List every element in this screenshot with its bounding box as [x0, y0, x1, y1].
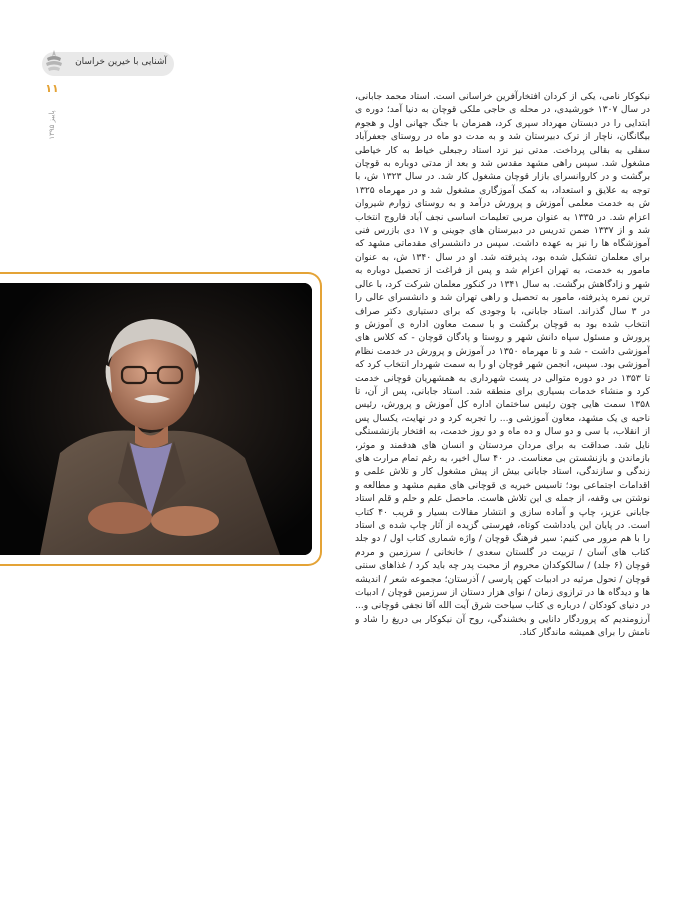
- portrait-photo: [0, 283, 312, 555]
- portrait-illustration: [0, 283, 312, 555]
- magazine-logo-icon: [43, 48, 65, 76]
- article-body: نیکوکار نامی، یکی از کردان افتخارآفرین خراسانی است. استاد محمد جابانی، در سال ۱۳۰۷ خورشیدی، در محله ی حاجی ملکی قوچان به دنیا آمد؛ دوره ی ابتدایی را در دبستان مهرداد سپری کرد، همزمان با جنگ جهانی اول و هجوم بیگانگان، ناچار از ترک دبیرستان شد و به مدت دو ماه در روستای جعفرآباد سفلی به بقالی پرداخت. مدتی نیز نزد استاد رجبعلی خیاط به کار خیاطی مشغول شد. سپس راهی مشهد مقدس شد و بعد از مدتی دوباره به قوچان برگشت و در کاروانسرای بازار قوچان مشغول کار شد. در سال ۱۳۲۳ ش، با توجه به علایق و استعداد، به کمک آموزگاری مشغول شد و در مهرماه ۱۳۲۵ ش به خدمت معلمی آموزش و پرورش درآمد و به روستای زوارم شیروان اعزام شد. در ۱۳۳۵ به عنوان مربی تعلیمات اساسی نجف آباد فاروج انتخاب شد و از ۱۳۳۷ ضمن تدریس در دبیرستان های جوینی و ۱۷ دی بازرس فنی آموزشگاه ها را نیز به عهده داشت. سپس در دانشسرای مقدماتی مشهد که برای معلمان تشکیل شده بود، پذیرفته شد. او در سال ۱۳۴۰ ش، به عنوان مامور به خدمت، به تهران اعزام شد و پس از فراغت از تحصیل دوباره به شهر و زادگاهش برگشت. به سال ۱۳۴۱ در کنکور معلمان شرکت کرد، با عالی ترین نمره پذیرفته، مامور به تحصیل و راهی تهران شد و دانشسرای عالی را در ۳ سال گذراند. استاد جابانی، با وجودی که برای دستیاری دکتر صراف انتخاب شده بود به قوچان برگشت و با سمت معاون اداره ی آموزش و پرورش و مسئول سپاه دانش شهر و روستا و پادگان قوچان - که کلاس های آموزشی داشت - شد و تا مهرماه ۱۳۵۰ در آموزش و پرورش در خدمت نظام آموزشی بود. سپس، انجمن شهر قوچان او را به سمت شهردار انتخاب کرد که تا ۱۳۵۳ در دو دوره متوالی در پست شهرداری به همشهریان قوچانی خدمت کرد و منشاء خدمات بسیاری برای منطقه شد. استاد جابانی، پس از آن، تا ۱۳۵۸ سمت هایی چون رئیس ساختمان اداره کل آموزش و پرورش، رئیس ناحیه ی یک مشهد، معاون آموزشی و... را تجربه کرد و در نهایت، یکسال پس از انقلاب، با سی و دو سال و ده ماه و دو روز خدمت، به افتخار بازنشستگی نایل شد. صداقت به برای مردان مردستان و انسان های هدفمند و موثر، بازماندن و بازنشستن بی معناست. در ۴۰ سال اخیر، به رغم تمام مرارت های زندگی و سازندگی، استاد جابانی بیش از پیش مشغول کار و تلاش علمی و اقدامات اجتماعی بود؛ تاسیس خیریه ی قوچانی های مقیم مشهد و مطالعه و نوشتن بی وقفه، از جمله ی این تلاش هاست. ماحصل علم و حلم و قلم استاد جابانی عزیز، چاپ و آماده سازی و انتشار مقالات بسیار و قریب ۴۰ کتاب است. در پایان این یادداشت کوتاه، فهرستی گزیده از آثار چاپ شده ی استاد را با هم مرور می کنیم: سیر فرهنگ قوچان / واژه شماری کتاب اول / دو جلد کتاب های آسان / تربیت در گلستان سعدی / خانخانی / سرزمین و مردم قوچان (۶ جلد) / سالکوکدان محروم از محبت پدر چه باید کرد / غذاهای سنتی قوچان / تحول مرثیه در ادبیات کهن پارسی / آذرستان؛ مجموعه شعر / اندیشه ها و دیدگاه ها در ترازوی زمان / نوای هزار دستان از سرزمین قوچان / ادبیات در دنیای کودکان / درباره ی کتاب سیاحت شرق آیت الله آقا نجفی قوچانی و... آرزومندیم که پروردگار دانایی و بخشندگی، روح آن نیکوکار بی دریغ را شاد و نامش را برای همیشه ماندگار کناد.: [355, 91, 650, 639]
- issue-label-container: [40, 100, 64, 150]
- section-title: آشنایی با خیرین خراسان: [75, 57, 167, 67]
- issue-label: پاییز ۱۳۹۵: [48, 110, 56, 140]
- page-number: ۱۱: [45, 82, 59, 95]
